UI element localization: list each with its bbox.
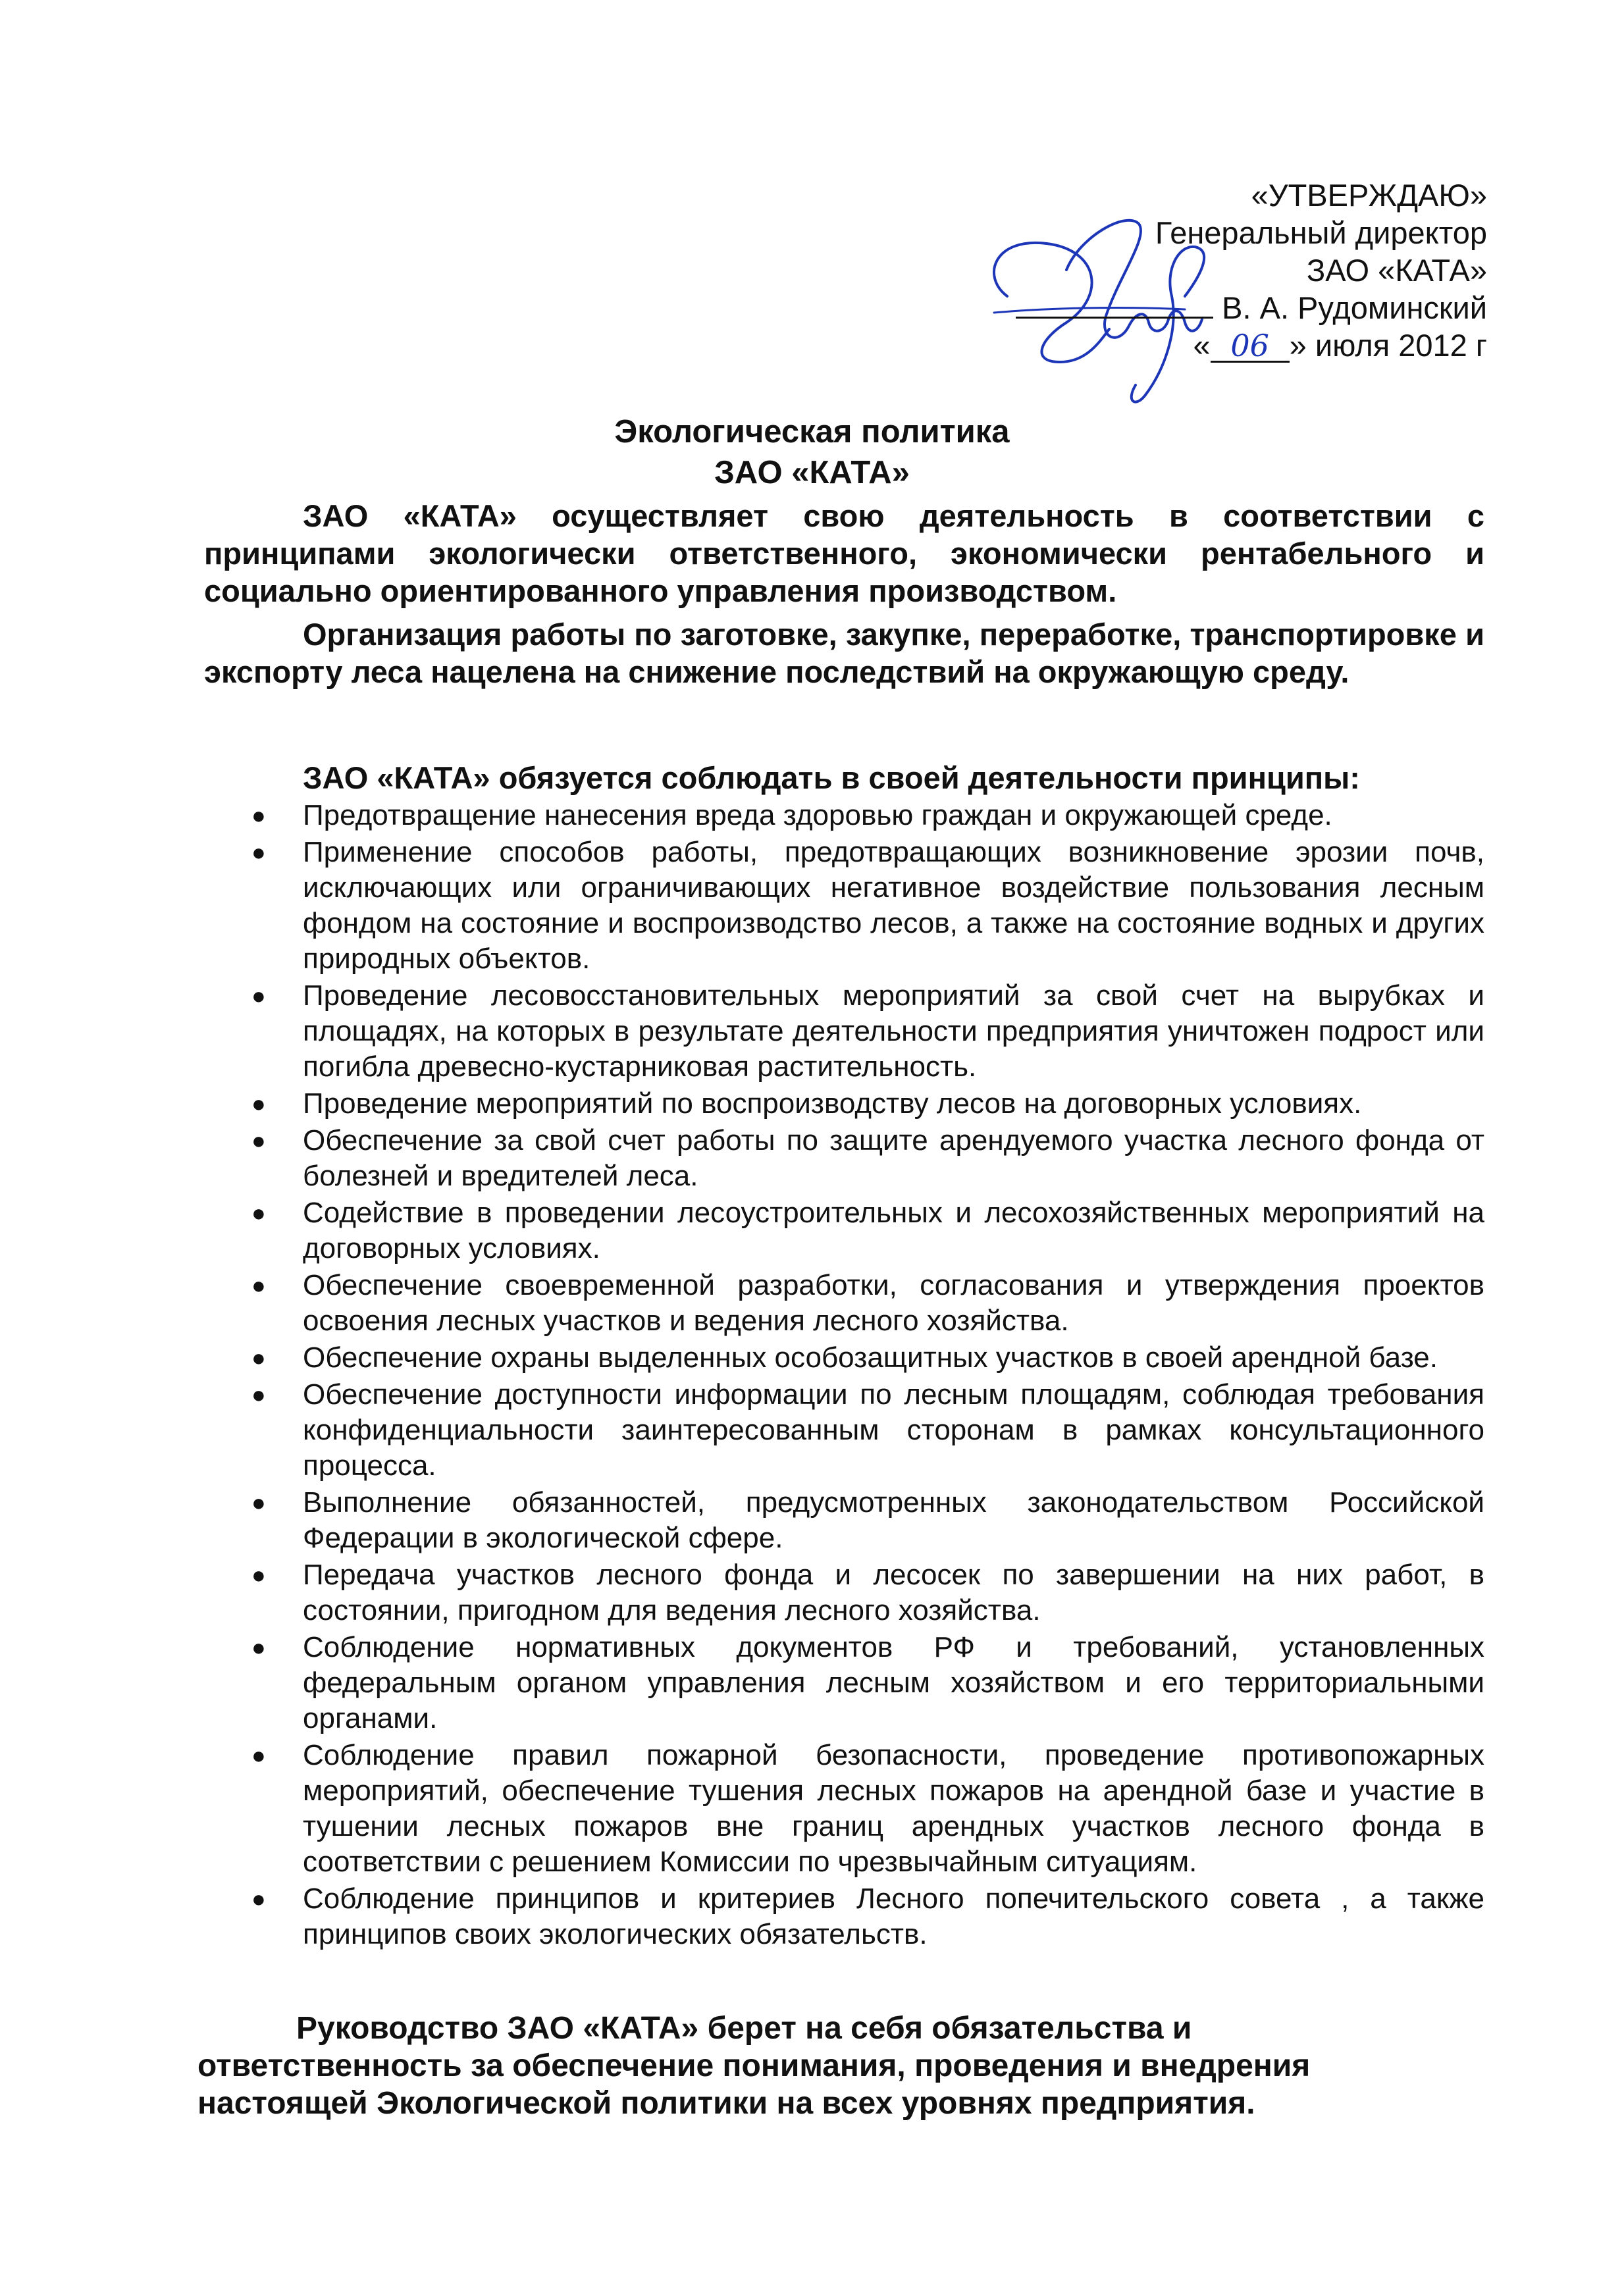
list-item: ● Соблюдение принципов и критериев Лесного попечительского совета , а также принципов своих экологических обязательств.: [251, 1883, 1484, 1950]
list-item: ● Предотвращение нанесения вреда здоровью граждан и окружающей среде.: [204, 798, 1484, 833]
approver-name: В. А. Рудоминский: [1222, 290, 1487, 325]
bullet-icon: ●: [251, 1561, 266, 1588]
bullet-icon: ●: [251, 1381, 266, 1408]
intro-paragraph-2: Организация работы по заготовке, закупке, переработке, транспортировке и экспорту леса нацелена на снижение последствий на окружающую среду.: [204, 617, 1484, 689]
bullet-icon: ●: [251, 839, 266, 866]
document-title: Экологическая политика: [614, 414, 1010, 450]
list-item: ● Соблюдение нормативных документов РФ и требований, установленных федеральным органом управления лесным хозяйством и его территориальными органами.: [251, 1631, 1484, 1734]
bullet-icon: ●: [251, 982, 266, 1009]
list-item: ● Обеспечение охраны выделенных особозащитных участков в своей арендной базе.: [204, 1340, 1484, 1376]
principles-heading: ЗАО «КАТА» обязуется соблюдать в своей деятельности принципы:: [303, 760, 1360, 795]
date-day: 06: [1211, 330, 1290, 363]
closing-line-2: ответственность за обеспечение понимания, проведения и внедрения: [197, 2048, 1311, 2083]
list-item: ● Применение способов работы, предотвращающих возникновение эрозии почв, исключающих или ограничивающих негативное воздействие пользования лесным фондом на состояние и воспроизводство лесов, а также на состояние водных и других природных объектов.: [251, 836, 1484, 975]
list-item: ● Обеспечение за свой счет работы по защите арендуемого участка лесного фонда от болезней и вредителей леса.: [251, 1124, 1484, 1192]
list-item: ● Проведение лесовосстановительных мероприятий за свой счет на вырубках и площадях, на которых в результате деятельности предприятия уничтожен подрост или погибла древесно-кустарниковая растительность.: [251, 979, 1484, 1083]
approver-signature-line: [829, 289, 1487, 326]
list-item: ● Выполнение обязанностей, предусмотренных законодательством Российской Федерации в экологической сфере.: [251, 1486, 1484, 1554]
intro-paragraph-1: ЗАО «КАТА» осуществляет свою деятельность в соответствии с принципами экологически ответственного, экономически рентабельного и социально ориентированного управления производством.: [204, 498, 1484, 608]
document-subtitle: ЗАО «КАТА»: [714, 455, 910, 490]
list-item: ● Передача участков лесного фонда и лесосек по завершении на них работ, в состоянии, пригодном для ведения лесного хозяйства.: [251, 1559, 1484, 1626]
approval-block: [829, 176, 1487, 364]
bullet-icon: ●: [251, 1344, 266, 1371]
bullet-icon: ●: [251, 1127, 266, 1154]
list-item: ● Обеспечение доступности информации по лесным площадям, соблюдая требования конфиденциальности заинтересованным сторонам в рамках консультационного процесса.: [251, 1378, 1484, 1482]
list-item: ● Соблюдение правил пожарной безопасности, проведение противопожарных мероприятий, обеспечение тушения лесных пожаров на арендной базе и участие в тушении лесных пожаров вне границ арендных участков лесного фонда в соответствии с решением Комиссии по чрезвычайным ситуациям.: [251, 1739, 1484, 1878]
bullet-icon: ●: [251, 1489, 266, 1516]
bullet-icon: ●: [251, 1634, 266, 1661]
principles-list: [204, 798, 1484, 1954]
bullet-icon: ●: [251, 1199, 266, 1226]
approval-date: [829, 326, 1487, 364]
list-item: ● Проведение мероприятий по воспроизводству лесов на договорных условиях.: [204, 1086, 1484, 1122]
bullet-icon: ●: [251, 802, 266, 829]
closing-line-3: настоящей Экологической политики на всех уровнях предприятия.: [197, 2086, 1255, 2121]
closing-line-1: Руководство ЗАО «КАТА» берет на себя обязательства и: [296, 2011, 1192, 2046]
date-month-year: » июля 2012 г: [1289, 328, 1487, 363]
approval-heading: «УТВЕРЖДАЮ»: [1251, 178, 1487, 213]
approver-company: ЗАО «КАТА»: [1306, 253, 1487, 288]
bullet-icon: ●: [251, 1090, 266, 1117]
bullet-icon: ●: [251, 1742, 266, 1769]
date-open-quote: «: [1193, 328, 1211, 363]
approver-position: Генеральный директор: [1155, 215, 1487, 250]
bullet-icon: ●: [251, 1272, 266, 1299]
list-item: ● Содействие в проведении лесоустроительных и лесохозяйственных мероприятий на договорных условиях.: [251, 1197, 1484, 1264]
list-item: ● Обеспечение своевременной разработки, согласования и утверждения проектов освоения лесных участков и ведения лесного хозяйства.: [251, 1269, 1484, 1337]
bullet-icon: ●: [251, 1885, 266, 1912]
closing-statement: [197, 2010, 1448, 2122]
signature-underline: [1016, 303, 1213, 319]
